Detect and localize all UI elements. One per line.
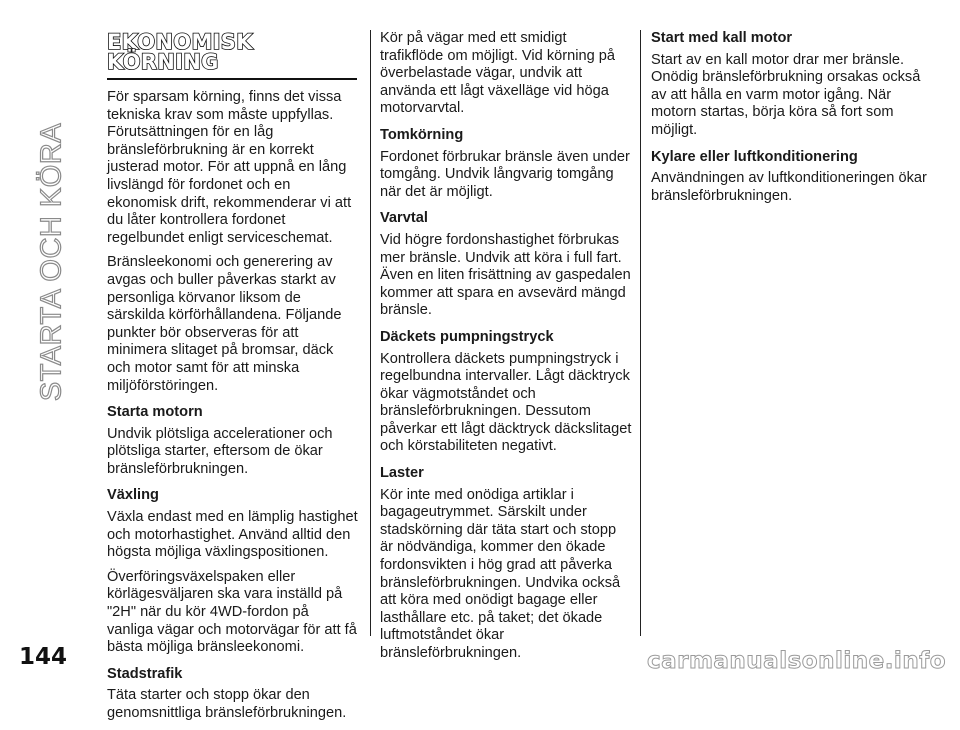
subsection-heading: Tomkörning bbox=[380, 126, 464, 143]
watermark: carmanualsonline.info bbox=[646, 648, 946, 674]
column-1-body bbox=[107, 89, 359, 723]
subsection-heading: Växling bbox=[107, 487, 159, 504]
subsection-heading: Start med kall motor bbox=[651, 30, 793, 46]
column-2 bbox=[380, 30, 632, 670]
page-number: 144 bbox=[19, 644, 68, 670]
body-paragraph: Fordonet förbrukar bränsle även under tomgång. Undvik långvarig tomgång när det är möjligt. bbox=[380, 148, 630, 200]
subsection-heading: Däckets pumpningstryck bbox=[380, 328, 554, 345]
subsection-heading: Varvtal bbox=[380, 210, 428, 227]
body-paragraph: Kontrollera däckets pumpningstryck i regelbundna intervaller. Lågt däcktryck ökar vägmotståndet och bränsleförbrukningen. Dessutom påverkar ett lågt däcktryck däckslitaget och körstabiliteten negativt. bbox=[380, 350, 632, 455]
body-paragraph: Vid högre fordonshastighet förbrukas mer bränsle. Undvik att köra i full fart. Även en liten frisättning av gaspedalen kommer att spara en avsevärd mängd bränsle. bbox=[380, 231, 631, 319]
body-paragraph: Undvik plötsliga accelerationer och plötsliga starter, eftersom de ökar bränsleförbrukningen. bbox=[107, 425, 333, 477]
subsection-heading: Kylare eller luftkonditionering bbox=[651, 148, 858, 165]
body-paragraph: Växla endast med en lämplig hastighet och motorhastighet. Använd alltid den högsta möjliga växlingspositionen. bbox=[107, 509, 358, 561]
title-underline bbox=[107, 78, 357, 80]
column-3-body bbox=[651, 30, 931, 205]
section-title: EKONOMISK KÖRNING bbox=[107, 30, 253, 74]
body-paragraph: För sparsam körning, finns det vissa tekniska krav som måste uppfyllas. Förutsättningen för en låg bränsleförbrukning är en korrekt justerad motor. För att uppnå en lång livslängd för fordonet och en ekonomisk drift, rekommenderar vi att du låter kontrollera fordonet regelbundet enligt serviceschemat. bbox=[107, 89, 352, 246]
body-paragraph: Användningen av luftkonditioneringen ökar bränsleförbrukningen. bbox=[651, 170, 927, 204]
body-paragraph: Överföringsväxelspaken eller körlägesväljaren ska vara inställd på "2H" när du kör 4WD-fordon på vanliga vägar och motorvägar för att få bästa möjliga bränsleekonomi. bbox=[107, 568, 357, 656]
column-3 bbox=[651, 30, 931, 212]
column-divider bbox=[640, 30, 641, 636]
subsection-heading: Starta motorn bbox=[107, 404, 203, 421]
body-paragraph: Start av en kall motor drar mer bränsle. Onödig bränsleförbrukning orsakas också av att hålla en varm motor igång. När motorn startas, börja köra så fort som möjligt. bbox=[651, 51, 921, 138]
body-paragraph: Kör inte med onödiga artiklar i bagageutrymmet. Särskilt under stadskörning där täta start och stopp är nödvändiga, kommer den ökade fordonsvikten i hög grad att påverka bränsleförbrukningen. Undvika också att köra med onödigt bagage eller lasthållare etc. på taket; det ökade luftmotståndet ökar bränsleförbrukningen. bbox=[380, 486, 621, 661]
subsection-heading: Laster bbox=[380, 465, 424, 482]
body-paragraph: Bränsleekonomi och generering av avgas och buller påverkas starkt av personliga körvanor liksom de särskilda körförhållandena. Följande punkter bör observeras för att minimera slitaget på bromsar, däck och motor samt för att minska miljöförstöringen. bbox=[107, 254, 342, 394]
body-paragraph: Täta starter och stopp ökar den genomsnittliga bränsleförbrukningen. bbox=[107, 687, 347, 721]
column-divider bbox=[370, 30, 371, 636]
column-2-body bbox=[380, 30, 632, 663]
column-1 bbox=[107, 30, 359, 730]
subsection-heading: Stadstrafik bbox=[107, 665, 183, 682]
body-paragraph: Kör på vägar med ett smidigt trafikflöde om möjligt. Vid körning på överbelastade vägar, undvik att använda ett lågt växelläge vid höga motorvarvtal. bbox=[380, 30, 615, 117]
chapter-side-title-text: STARTA OCH KÖRA bbox=[35, 122, 68, 402]
